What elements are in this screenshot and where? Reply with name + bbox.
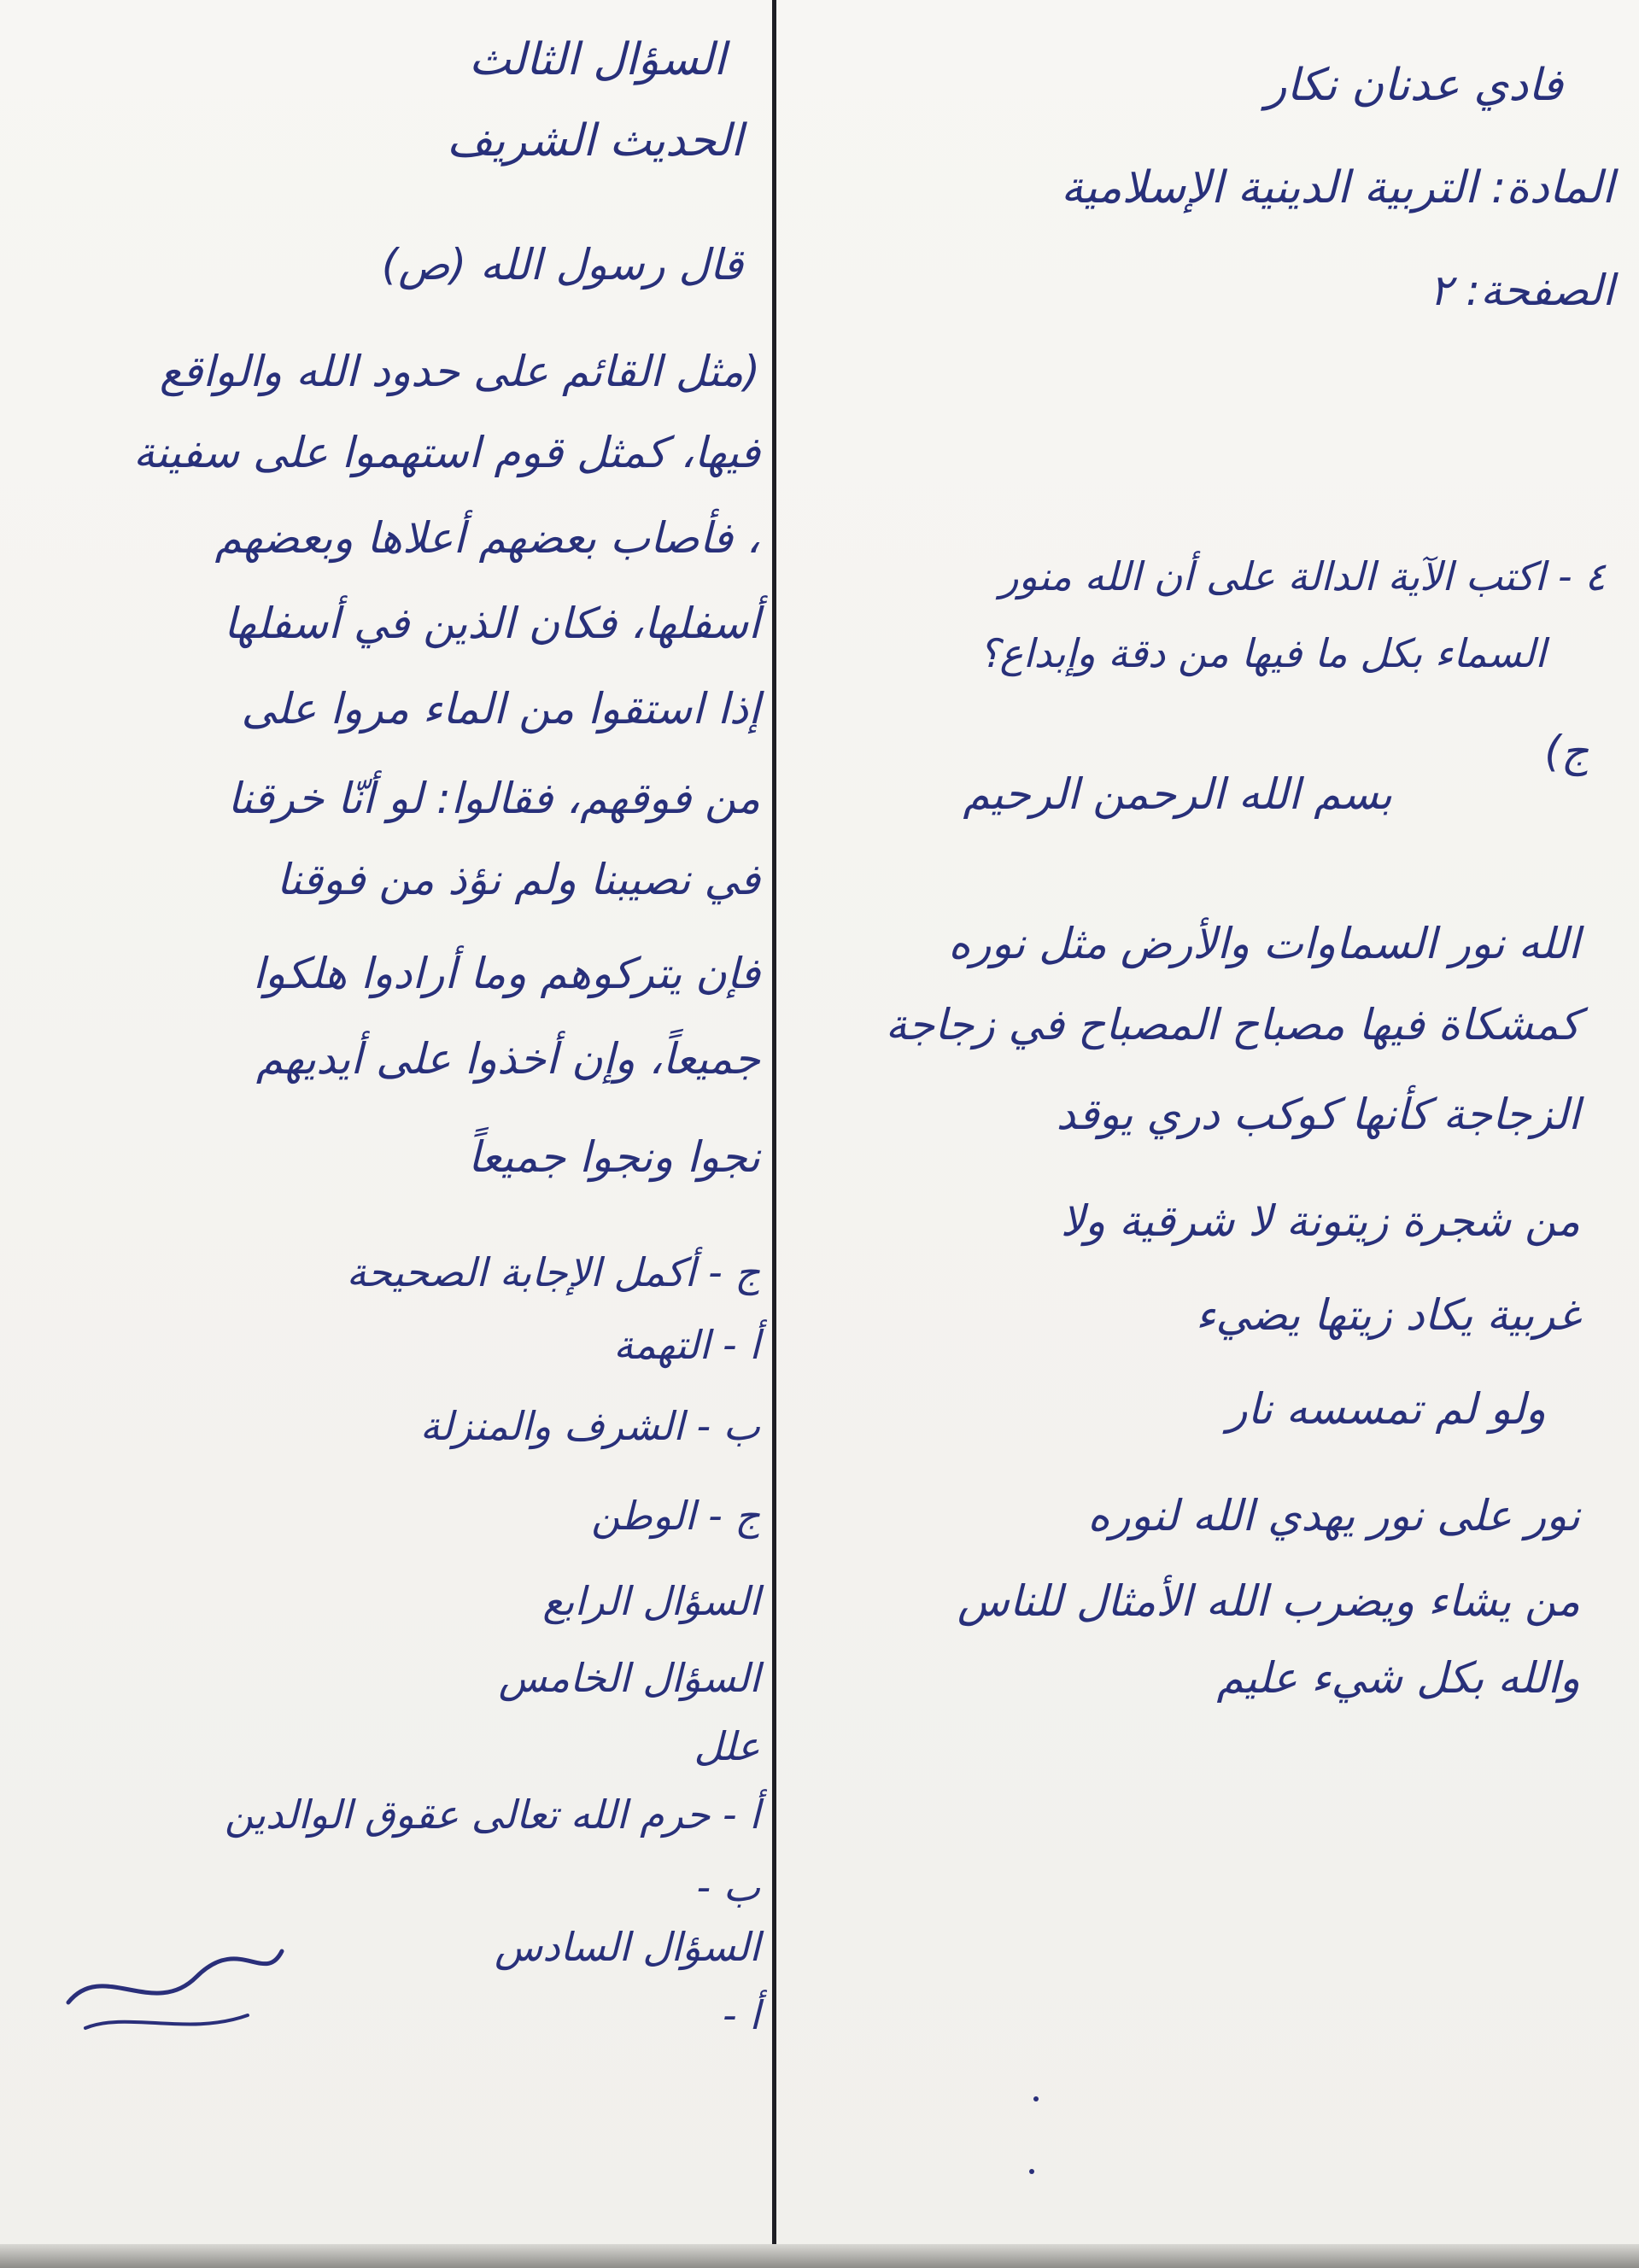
hadith-line: نجوا ونجوا جميعاً: [467, 1132, 760, 1182]
hadith-line: أسفلها، فكان الذين في أسفلها: [224, 599, 760, 648]
hadith-line: إذا استقوا من الماء مروا على: [241, 684, 760, 734]
verse-line: من يشاء ويضرب الله الأمثال للناس: [957, 1576, 1580, 1626]
subject-line: المادة: التربية الدينية الإسلامية: [1061, 162, 1614, 213]
question-six-item-a: أ -: [722, 1992, 760, 2038]
scribble-mark: [51, 1926, 299, 2045]
question-five-heading: السؤال الخامس: [498, 1655, 760, 1701]
hadith-line: في نصيبنا ولم نؤذ من فوقنا: [276, 855, 760, 904]
verse-line: نور على نور يهدي الله لنوره: [1087, 1491, 1580, 1540]
verse-line: الله نور السماوات والأرض مثل نوره: [948, 919, 1580, 968]
verse-line: غربية يكاد زيتها يضيء: [1195, 1290, 1580, 1340]
complete-answer-heading: ج - أكمل الإجابة الصحيحة: [346, 1249, 760, 1295]
question-four-heading: السؤال الرابع: [542, 1578, 760, 1624]
stray-dot: [1029, 2169, 1034, 2174]
option-a: أ - التهمة: [613, 1322, 760, 1368]
answer-label: ج): [1544, 727, 1589, 776]
verse-line: الزجاجة كأنها كوكب دري يوقد: [1056, 1090, 1580, 1139]
option-c: ج - الوطن: [591, 1493, 760, 1539]
hadith-line: جميعاً، وإن أخذوا على أيديهم: [255, 1034, 760, 1084]
justify-item-a: أ - حرم الله تعالى عقوق الوالدين: [225, 1792, 760, 1838]
justify-item-b: ب -: [696, 1864, 760, 1910]
question-four-prompt: ٤ - اكتب الآية الدالة على أن الله منور: [999, 553, 1606, 599]
stray-dot: [1033, 2096, 1039, 2101]
verse-line: من شجرة زيتونة لا شرقية ولا: [1060, 1196, 1580, 1246]
verse-line: والله بكل شيء عليم: [1216, 1653, 1580, 1703]
hadith-line: فيها، كمثل قوم استهموا على سفينة: [132, 428, 760, 477]
verse-line: كمشكاة فيها مصباح المصباح في زجاجة: [885, 1000, 1580, 1049]
hadith-heading: الحديث الشريف: [447, 115, 743, 167]
page-number: الصفحة: ٢: [1429, 266, 1614, 315]
verse-line: ولو لم تمسسه نار: [1226, 1384, 1546, 1434]
hadith-line: من فوقهم، فقالوا: لو أنّا خرقنا: [227, 774, 760, 823]
basmala: بسم الله الرحمن الرحيم: [963, 769, 1392, 819]
scan-edge: [0, 2244, 1639, 2268]
question-three-heading: السؤال الثالث: [468, 34, 726, 85]
question-six-heading: السؤال السادس: [495, 1924, 760, 1970]
option-b: ب - الشرف والمنزلة: [419, 1403, 760, 1449]
question-four-prompt: السماء بكل ما فيها من دقة وإبداع؟: [979, 630, 1546, 676]
hadith-line: فإن يتركوهم وما أرادوا هلكوا: [253, 949, 760, 998]
column-divider: [772, 0, 776, 2268]
hadith-line: (مثل القائم على حدود الله والواقع: [159, 347, 760, 396]
hadith-line: ، فأصاب بعضهم أعلاها وبعضهم: [214, 513, 760, 563]
student-name: فادي عدنان نكار: [1265, 60, 1563, 111]
justify-label: علل: [694, 1723, 760, 1769]
hadith-intro: قال رسول الله (ص): [381, 240, 743, 289]
